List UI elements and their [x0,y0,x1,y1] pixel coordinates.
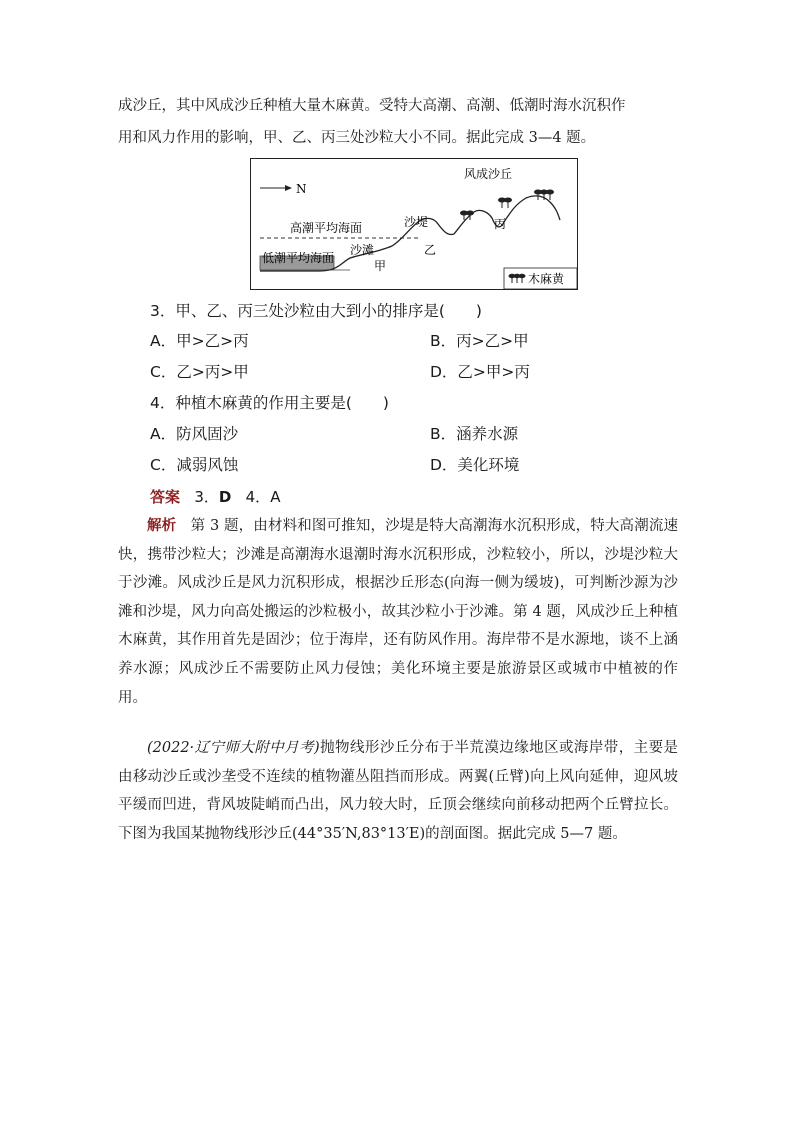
intro-line-1: 成沙丘，其中风成沙丘种植大量木麻黄。受特大高潮、高潮、低潮时海水沉积作 [118,98,626,114]
answer-label: 答案 [150,488,181,506]
high-tide-label: 高潮平均海面 [290,221,363,235]
question-3-option-a[interactable]: A．甲>乙>丙 [150,332,249,350]
question-3-option-b[interactable]: B．丙>乙>甲 [430,332,529,350]
question-3-stem: 3．甲、乙、丙三处沙粒由大到小的排序是( ) [150,302,482,320]
pos-bing-label: 丙 [494,217,507,231]
sand-bank-label: 沙堤 [404,215,429,229]
north-arrow-icon [260,185,292,191]
material-source: (2022·辽宁师大附中月考) [147,740,320,756]
dune-label: 风成沙丘 [464,167,513,181]
low-tide-label: 低潮平均海面 [262,251,335,265]
legend-tree-icon [509,274,525,283]
question-4-stem: 4．种植木麻黄的作用主要是( ) [150,394,389,412]
question-4-option-d[interactable]: D．美化环境 [430,456,520,474]
analysis-label: 解析 [147,518,177,534]
pos-jia-label: 甲 [374,259,387,273]
answer-line [150,486,280,507]
pos-yi-label: 乙 [424,243,437,257]
answer-3: D [218,488,232,506]
answer-4: A [270,488,281,506]
question-4-option-c[interactable]: C．减弱风蚀 [150,456,239,474]
coastal-dune-figure [250,158,578,290]
question-3-option-c[interactable]: C．乙>丙>甲 [150,363,249,381]
material-text: 抛物线形沙丘分布于半荒漠边缘地区或海岸带，主要是由移动沙丘或沙垄受不连续的植物灌丛阻挡而形成。两翼(丘臂)向上风向延伸，迎风坡平缓而凹进，背风坡陡峭而凸出，风力较大时，丘顶会继续向前移动把两个丘臂拉长。下图为我国某抛物线形沙丘(44°35′N,83°13′E)的剖面图。据此完成 5—7 题。 [118,740,679,842]
next-material-paragraph [118,734,678,848]
analysis-paragraph [118,512,678,712]
beach-label: 沙滩 [350,243,375,257]
question-4-option-b[interactable]: B．涵养水源 [430,425,519,443]
answer-3-num: 3． [194,488,219,506]
answer-4-num: 4． [245,488,271,506]
question-3-option-d[interactable]: D．乙>甲>丙 [430,363,530,381]
intro-line-2: 用和风力作用的影响，甲、乙、丙三处沙粒大小不同。据此完成 3—4 题。 [118,130,596,146]
north-label: N [296,182,307,196]
analysis-text: 第 3 题，由材料和图可推知，沙堤是特大高潮海水沉积形成，特大高潮流速快，携带沙粒大；沙滩是高潮海水退潮时海水沉积形成，沙粒较小，所以，沙堤沙粒大于沙滩。风成沙丘是风力沉积形成，根据沙丘形态(向海一侧为缓坡)，可判断沙源为沙滩和沙堤，风力向高处搬运的沙粒极小，故其沙粒小于沙滩。第 4 题，风成沙丘上种植木麻黄，其作用首先是固沙；位于海岸，还有防风作用。海岸带不是水源地，谈不上涵养水源；风成沙丘不需要防止风力侵蚀；美化环境主要是旅游景区或城市中植被的作用。 [118,518,679,706]
tree-icons [461,190,554,220]
question-4-option-a[interactable]: A．防风固沙 [150,425,239,443]
legend-label: 木麻黄 [528,272,565,286]
